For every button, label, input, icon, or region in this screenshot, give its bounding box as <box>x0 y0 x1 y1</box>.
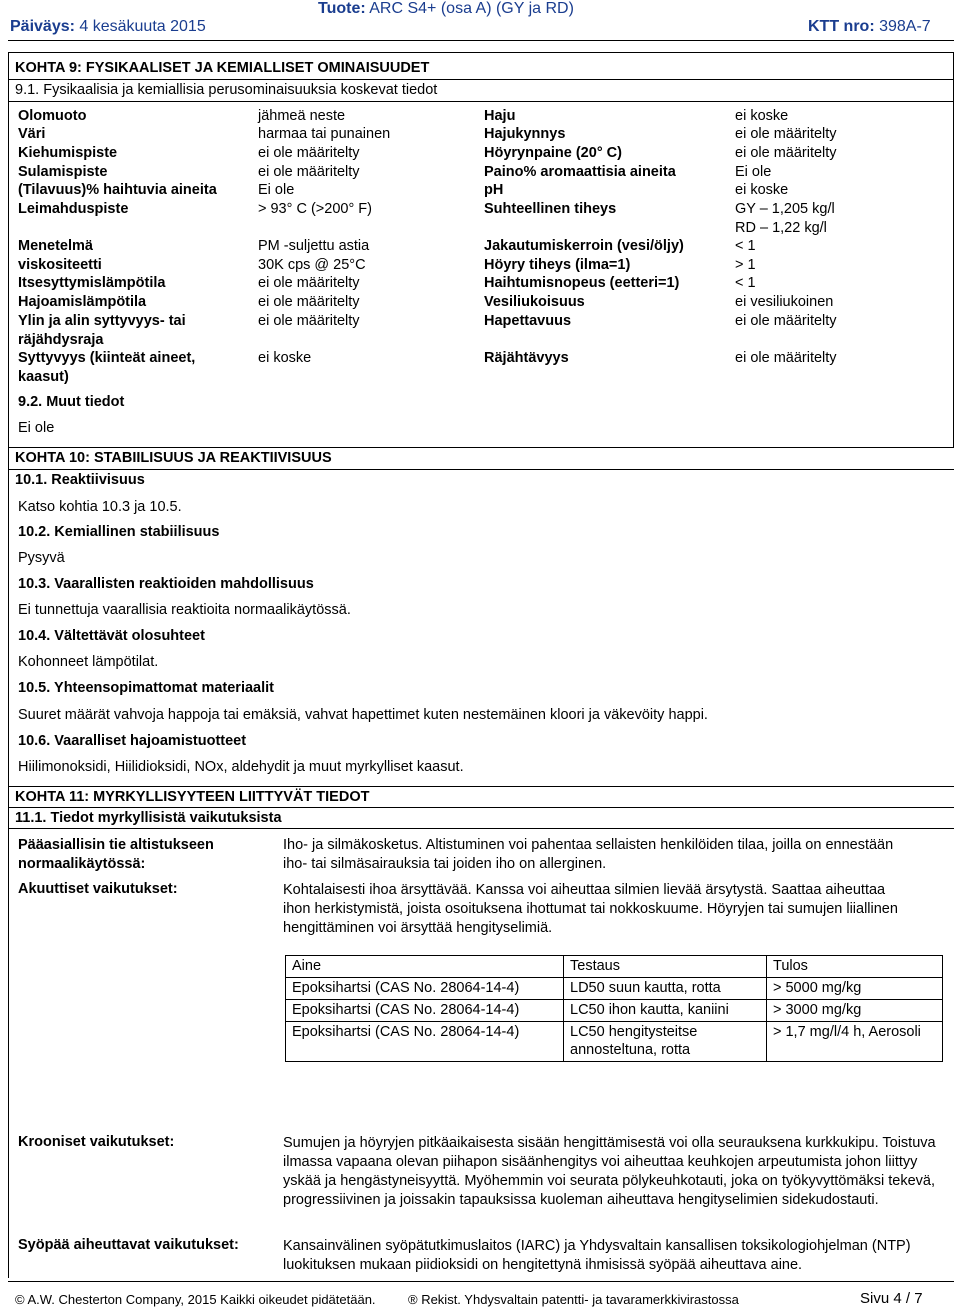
table-cell: LC50 ihon kautta, kaniini <box>564 1000 767 1022</box>
section10-heading: 10.3. Vaarallisten reaktioiden mahdollisuus <box>18 576 314 592</box>
section9-sub2: 9.2. Muut tiedot <box>18 394 125 410</box>
footer-copyright: © A.W. Chesterton Company, 2015 Kaikki oikeudet pidätetään. <box>15 1292 376 1307</box>
acute-label: Akuuttiset vaikutukset: <box>18 881 178 897</box>
exposure-text: Iho- ja silmäkosketus. Altistuminen voi pahentaa sellaisten henkilöiden tilaa, joilla on ennestään iho- tai silmäsairauksia tai joiden iho on allerginen. <box>283 837 894 872</box>
prop-label: Paino% aromaattisia aineita <box>484 164 676 180</box>
section11-sub-rule <box>8 807 954 808</box>
section10-heading: 10.2. Kemiallinen stabiilisuus <box>18 524 220 540</box>
cancer-text: Kansainvälinen syöpätutkimuslaitos (IARC) ja Yhdysvaltain kansallisen toksikologiohjelman (NTP) luokituksen mukaan piidioksidi on hengitettynä ihmisissä syöpää aiheuttava aine. <box>283 1238 911 1273</box>
prop-label: Haju <box>484 108 516 124</box>
date-label: Päiväys: <box>10 18 75 35</box>
prop-label: Menetelmä <box>18 238 93 254</box>
table-cell: > 1,7 mg/l/4 h, Aerosoli <box>767 1022 943 1062</box>
prop-value: < 1 <box>735 238 756 254</box>
table-cell: > 3000 mg/kg <box>767 1000 943 1022</box>
prop-label: viskositeetti <box>18 257 102 273</box>
toxicity-table <box>285 955 943 1062</box>
prop-label: Hajoamislämpötila <box>18 294 147 310</box>
prop-value: jähmeä neste <box>258 108 346 124</box>
prop-value: ei ole määritelty <box>258 313 360 329</box>
chronic-text: Sumujen ja höyryjen pitkäaikaisesta sisään hengittämisestä voi olla seurauksena kurkkukipu. Toistuva ilmassa vapaana olevan piihapon sisäänhengitys voi aiheuttaa keuhkojen arpeutumista johon liittyy yskää ja hengästyneisyyttä. Myöhemmin voi seurata pölykeuhkotauti, joka on työkyvyttömäksi tekevä, progressiivinen ja joissakin tapauksissa kuoleman aiheuttava hengityselimien sidekudostauti. <box>283 1135 936 1208</box>
section10-text: Pysyvä <box>18 550 65 566</box>
section11-sub1: 11.1. Tiedot myrkyllisistä vaikutuksista <box>15 810 282 826</box>
footer-rule <box>8 1281 954 1282</box>
section10-heading: 10.5. Yhteensopimattomat materiaalit <box>18 680 274 696</box>
prop-label: Ylin ja alin syttyvyys- tai <box>18 313 186 329</box>
prop-label: Jakautumiskerroin (vesi/öljy) <box>484 238 684 254</box>
table-row <box>286 978 943 1000</box>
prop-value: ei vesiliukoinen <box>735 294 834 310</box>
table-header: Tulos <box>767 956 943 978</box>
prop-value: 30K cps @ 25°C <box>258 257 366 273</box>
table-row <box>286 1000 943 1022</box>
prop-label: pH <box>484 182 504 198</box>
prop-value: PM -suljettu astia <box>258 238 370 254</box>
ktt-label: KTT nro: <box>808 18 875 35</box>
prop-label: Vesiliukoisuus <box>484 294 585 310</box>
prop-value: ei koske <box>258 350 312 366</box>
section10-text: Katso kohtia 10.3 ja 10.5. <box>18 499 182 515</box>
table-header-row <box>286 956 943 978</box>
prop-value: ei koske <box>735 182 789 198</box>
prop-label: Sulamispiste <box>18 164 108 180</box>
prop-label-cont: räjähdysraja <box>18 332 104 348</box>
section10-heading: 10.6. Vaaralliset hajoamistuotteet <box>18 733 247 749</box>
ktt-line <box>808 18 931 36</box>
product-label: Tuote: <box>318 0 366 17</box>
table-cell: Epoksihartsi (CAS No. 28064-14-4) <box>286 1000 564 1022</box>
header-rule <box>8 40 954 41</box>
section10-heading: 10.1. Reaktiivisuus <box>15 472 145 488</box>
section10-text: Ei tunnettuja vaarallisia reaktioita normaalikäytössä. <box>18 602 351 618</box>
table-cell: Epoksihartsi (CAS No. 28064-14-4) <box>286 1022 564 1062</box>
prop-label: Olomuoto <box>18 108 87 124</box>
prop-label: Räjähtävyys <box>484 350 569 366</box>
prop-label: Hapettavuus <box>484 313 572 329</box>
footer-trademark: ® Rekist. Yhdysvaltain patentti- ja tavaramerkkivirastossa <box>408 1292 739 1307</box>
table-cell: Epoksihartsi (CAS No. 28064-14-4) <box>286 978 564 1000</box>
section9-top-rule <box>8 52 954 53</box>
product-value: ARC S4+ (osa A) (GY ja RD) <box>369 0 574 17</box>
prop-value: ei ole määritelty <box>258 294 360 310</box>
table-cell: LD50 suun kautta, rotta <box>564 978 767 1000</box>
prop-value-cont: RD – 1,22 kg/l <box>735 220 827 236</box>
prop-value: ei koske <box>735 108 789 124</box>
section10-text: Suuret määrät vahvoja happoja tai emäksiä, vahvat hapettimet kuten nestemäinen kloori ja väkevöity happi. <box>18 707 708 723</box>
prop-label: Höyry tiheys (ilma=1) <box>484 257 631 273</box>
acute-text: Kohtalaisesti ihoa ärsyttävää. Kanssa voi aiheuttaa silmien lievää ärsytystä. Saattaa aiheuttaa ihon herkistymistä, joista osoituksena ihottumat tai nokkoskuume. Höyryjen tai sumujen liiallinen hengittäminen voi ärsyttää hengityselimiä. <box>283 882 898 936</box>
prop-value: ei ole määritelty <box>258 145 360 161</box>
section11-top-rule <box>8 786 954 787</box>
section10-top-rule <box>8 447 954 448</box>
prop-value: > 93° C (>200° F) <box>258 201 372 217</box>
section9-props-rule <box>8 101 954 102</box>
section10-text: Hiilimonoksidi, Hiilidioksidi, NOx, aldehydit ja muut myrkylliset kaasut. <box>18 759 464 775</box>
section11-title: KOHTA 11: MYRKYLLISYYTEEN LIITTYVÄT TIEDOT <box>15 789 370 805</box>
prop-value: ei ole määritelty <box>258 164 360 180</box>
prop-value: GY – 1,205 kg/l <box>735 201 835 217</box>
prop-label-cont: kaasut) <box>18 369 69 385</box>
section9-title: KOHTA 9: FYSIKAALISET JA KEMIALLISET OMINAISUUDET <box>15 60 430 76</box>
table-header: Testaus <box>564 956 767 978</box>
table-header: Aine <box>286 956 564 978</box>
left-frame-line <box>8 52 9 1278</box>
prop-label: Suhteellinen tiheys <box>484 201 617 217</box>
prop-label: Hajukynnys <box>484 126 566 142</box>
right-frame-line <box>953 52 954 447</box>
prop-label: Väri <box>18 126 46 142</box>
section11-body-rule <box>8 828 954 829</box>
section9-sub2-text: Ei ole <box>18 420 55 436</box>
date-value: 4 kesäkuuta 2015 <box>79 18 206 35</box>
table-cell: > 5000 mg/kg <box>767 978 943 1000</box>
ktt-value: 398A-7 <box>879 18 931 35</box>
exposure-label: Pääasiallisin tie altistukseen normaalikäytössä: <box>18 837 214 872</box>
prop-value: Ei ole <box>258 182 295 198</box>
prop-value: ei ole määritelty <box>258 275 360 291</box>
section9-sub-rule <box>8 79 954 80</box>
prop-value: < 1 <box>735 275 756 291</box>
prop-label: (Tilavuus)% haihtuvia aineita <box>18 182 217 198</box>
prop-value: ei ole määritelty <box>735 126 837 142</box>
section9-sub1: 9.1. Fysikaalisia ja kemiallisia perusominaisuuksia koskevat tiedot <box>15 82 438 98</box>
prop-value: > 1 <box>735 257 756 273</box>
prop-value: ei ole määritelty <box>735 350 837 366</box>
prop-label: Kiehumispiste <box>18 145 118 161</box>
table-row <box>286 1022 943 1062</box>
section10-text: Kohonneet lämpötilat. <box>18 654 159 670</box>
prop-label: Syttyvyys (kiinteät aineet, <box>18 350 196 366</box>
chronic-label: Krooniset vaikutukset: <box>18 1134 175 1150</box>
section10-title: KOHTA 10: STABIILISUUS JA REAKTIIVISUUS <box>15 450 332 466</box>
product-line <box>318 0 574 18</box>
prop-label: Leimahduspiste <box>18 201 129 217</box>
prop-value: Ei ole <box>735 164 772 180</box>
cancer-label: Syöpää aiheuttavat vaikutukset: <box>18 1237 239 1253</box>
section10-heading: 10.4. Vältettävät olosuhteet <box>18 628 205 644</box>
table-cell: LC50 hengitysteitse annosteltuna, rotta <box>564 1022 767 1062</box>
section10-sub-rule <box>8 469 954 470</box>
prop-value: ei ole määritelty <box>735 145 837 161</box>
page-number: Sivu 4 / 7 <box>860 1290 923 1307</box>
prop-label: Itsesyttymislämpötila <box>18 275 166 291</box>
prop-label: Haihtumisnopeus (eetteri=1) <box>484 275 680 291</box>
prop-value: harmaa tai punainen <box>258 126 391 142</box>
prop-value: ei ole määritelty <box>735 313 837 329</box>
prop-label: Höyrynpaine (20° C) <box>484 145 622 161</box>
date-line <box>10 18 206 36</box>
